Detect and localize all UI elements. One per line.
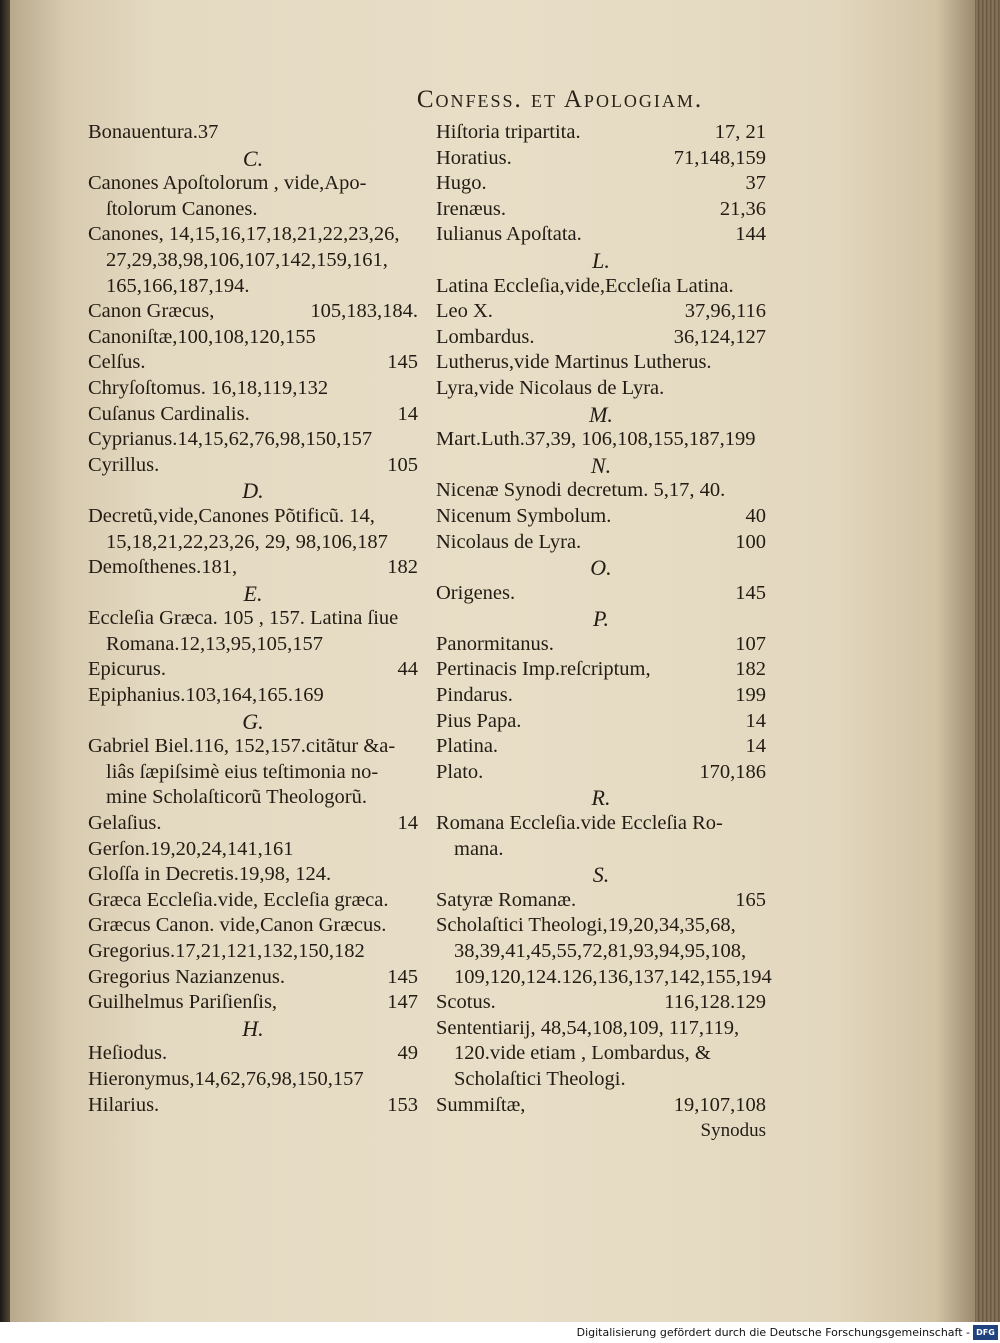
entry-term: Scholaſtici Theologi,19,20,34,35,68, [436,914,736,937]
entry-term: Mart.Luth.37,39, 106,108,155,187,199 [436,428,756,451]
entry-term: Græcus Canon. vide,Canon Græcus. [88,914,387,937]
entry-term: Canones Apoſtolorum , vide,Apo- [88,172,367,195]
entry-term: Cuſanus Cardinalis. [88,402,250,425]
index-entry [436,478,766,504]
entry-term: Canon Græcus, [88,300,215,323]
index-entry [436,427,766,453]
entry-term: Sententiarij, 48,54,108,109, 117,119, [436,1016,740,1039]
entry-term: Græca Eccleſia.vide, Eccleſia græca. [88,888,389,911]
entry-term: Gerſon.19,20,24,141,161 [88,837,294,860]
entry-term: Chryſoſtomus. 16,18,119,132 [88,376,329,399]
index-entry [88,888,418,914]
entry-pages: 145 [387,965,418,988]
entry-pages: 199 [735,684,766,707]
index-entry-continuation: 15,18,21,22,23,26, 29, 98,106,187 [106,530,388,553]
index-entry [88,1093,418,1119]
section-letter: E. [243,580,263,606]
section-letter: L. [592,247,610,273]
entry-term: Cyrillus. [88,453,160,476]
entry-term: Plato. [436,760,484,783]
entry-pages: 182 [735,658,766,681]
entry-term: Guilhelmus Pariſienſis, [88,991,278,1014]
entry-term: Leo X. [436,300,493,323]
index-entry [436,1093,766,1119]
entry-term: Nicenæ Synodi decretum. 5,17, 40. [436,479,726,502]
entry-term: Panormitanus. [436,632,554,655]
index-entry [88,299,418,325]
section-letter: M. [589,401,613,427]
entry-pages: 37,96,116 [684,300,766,323]
entry-pages: 182 [387,556,418,579]
index-entry-continuation: ſtolorum Canones. [106,197,258,220]
index-entry [88,453,418,479]
page-edges [975,0,1000,1322]
entry-term: Pius Papa. [436,709,522,732]
index-entry [88,376,418,402]
entry-pages: 44 [397,658,418,681]
index-entry [436,274,766,300]
entry-term: Romana Eccleſia.vide Eccleſia Ro- [436,812,723,835]
entry-term: Decretũ,vide,Canones Põtificũ. 14, [88,504,375,527]
index-entry [436,683,766,709]
index-entry [88,222,418,248]
entry-pages: 36,124,127 [673,325,766,348]
entry-term: Epiphanius.103,164,165.169 [88,684,324,707]
index-entry-continuation: 109,120,124.126,136,137,142,155,194 [454,965,772,988]
index-entry [436,581,766,607]
index-entry [88,325,418,351]
entry-term: Hugo. [436,172,487,195]
entry-term: Pertinacis Imp.reſcriptum, [436,658,651,681]
entry-term: Origenes. [436,581,516,604]
section-letter: H. [242,1015,264,1041]
section-letter: C. [242,145,264,171]
entry-term: Hiſtoria tripartita. [436,121,581,143]
entry-pages: 14 [397,402,418,425]
entry-pages: 165 [735,888,766,911]
index-entry [436,325,766,351]
entry-term: Gabriel Biel.116, 152,157.citãtur &a- [88,735,396,758]
entry-pages: 144 [735,223,766,246]
index-entry [436,222,766,248]
index-entry-continuation: 165,166,187,194. [106,274,250,297]
footer-text: Digitalisierung gefördert durch die Deutsche Forschungsgemeinschaft - [576,1326,970,1339]
entry-pages: 145 [387,351,418,374]
entry-term: Heſiodus. [88,1042,168,1065]
index-entry [436,120,766,146]
index-entry [436,146,766,172]
entry-term: Horatius. [436,146,512,169]
entry-pages: 100 [735,530,766,553]
entry-term: Summiſtæ, [436,1093,526,1116]
index-entry-continuation: Scholaſtici Theologi. [454,1067,626,1090]
entry-pages: 107 [735,632,766,655]
index-entry [436,990,766,1016]
entry-pages: 105,183,184. [310,300,418,323]
index-entry [88,171,418,197]
entry-term: Platina. [436,735,499,758]
section-letter: D. [242,478,264,504]
index-entry [436,734,766,760]
dfg-logo: DFG [973,1325,998,1340]
index-entry [436,171,766,197]
index-entry-continuation: liâs ſæpiſsimè eius teſtimonia no- [106,760,379,783]
index-entry [436,197,766,223]
section-letter: O. [590,555,612,581]
index-entry [436,1016,766,1042]
entry-pages: 40 [745,504,766,527]
entry-term: Latina Eccleſia,vide,Eccleſia Latina. [436,274,734,297]
entry-pages: 170,186 [699,760,766,783]
entry-term: Gregorius Nazianzenus. [88,965,285,988]
entry-pages: 14 [397,812,418,835]
index-entry [436,376,766,402]
index-entry [436,760,766,786]
index-entry-continuation: mine Scholaſticorũ Theologorũ. [106,786,367,809]
index-entry [436,657,766,683]
entry-pages: 116,128.129 [664,991,766,1014]
entry-term: Gregorius.17,21,121,132,150,182 [88,940,365,962]
catchword: Synodus [700,1120,766,1142]
index-entry [88,120,418,146]
entry-pages: 14 [745,709,766,732]
index-column-left [88,120,418,1118]
index-entry [88,913,418,939]
index-entry-continuation: mana. [454,837,504,860]
entry-term: Irenæus. [436,197,507,220]
entry-term: Canones, 14,15,16,17,18,21,22,23,26, [88,223,400,246]
index-entry [88,657,418,683]
entry-term: Hieronymus,14,62,76,98,150,157 [88,1067,364,1090]
entry-term: Lutherus,vide Martinus Lutherus. [436,351,712,374]
entry-term: Celſus. [88,351,146,374]
entry-pages: 147 [387,991,418,1014]
entry-term: Nicolaus de Lyra. [436,530,582,553]
index-entry [88,939,418,965]
index-entry [436,504,766,530]
index-entry [88,402,418,428]
index-entry [88,504,418,530]
section-letter: G. [242,708,264,734]
entry-pages: 37 [745,172,766,195]
entry-term: Satyræ Romanæ. [436,888,577,911]
entry-term: Gelaſius. [88,812,162,835]
index-entry [436,811,766,837]
index-entry-continuation: 120.vide etiam , Lombardus, & [454,1042,711,1065]
section-letter: N. [590,452,612,478]
entry-pages: 19,107,108 [673,1093,766,1116]
entry-pages: 145 [735,581,766,604]
entry-term: Canoniſtæ,100,108,120,155 [88,325,316,348]
index-entry [88,1041,418,1067]
entry-term: Epicurus. [88,658,166,681]
index-entry-continuation: Romana.12,13,95,105,157 [106,632,323,655]
entry-pages: 71,148,159 [673,146,766,169]
index-entry [436,299,766,325]
section-letter: R. [591,785,611,811]
index-entry [88,350,418,376]
index-entry-continuation: 27,29,38,98,106,107,142,159,161, [106,248,388,271]
section-letter: P. [592,606,610,632]
entry-pages: 49 [397,1042,418,1065]
entry-term: Bonauentura.37 [88,121,219,143]
entry-term: Hilarius. [88,1093,160,1116]
entry-pages: 105 [387,453,418,476]
entry-pages: 17, 21 [714,121,766,143]
entry-term: Iulianus Apoſtata. [436,223,582,246]
index-entry [88,606,418,632]
index-entry [88,734,418,760]
digitization-footer [0,1322,1000,1343]
index-entry [88,811,418,837]
index-column-right [436,120,772,1144]
running-header [0,86,1000,114]
index-entry [436,709,766,735]
index-entry [436,632,766,658]
entry-pages: 153 [387,1093,418,1116]
entry-term: Cyprianus.14,15,62,76,98,150,157 [88,428,373,451]
index-entry-continuation: 38,39,41,45,55,72,81,93,94,95,108, [454,940,747,962]
index-entry [88,990,418,1016]
index-entry [88,555,418,581]
running-header-text: Confess. et Apologiam. [416,86,704,113]
section-letter: S. [592,862,610,888]
entry-term: Lyra,vide Nicolaus de Lyra. [436,376,665,399]
index-entry [436,888,766,914]
index-entry [88,837,418,863]
entry-pages: 21,36 [719,197,766,220]
index-entry [436,530,766,556]
index-entry [88,683,418,709]
entry-term: Eccleſia Græca. 105 , 157. Latina ſiue [88,607,399,630]
index-entry [436,350,766,376]
entry-term: Demoſthenes.181, [88,556,238,579]
entry-term: Scotus. [436,991,496,1014]
index-entry [88,427,418,453]
index-entry [88,862,418,888]
entry-pages: 14 [745,735,766,758]
entry-term: Pindarus. [436,684,513,707]
entry-term: Lombardus. [436,325,535,348]
index-entry [436,913,766,939]
index-entry [88,1067,418,1093]
entry-term: Nicenum Symbolum. [436,504,612,527]
index-entry [88,965,418,991]
entry-term: Gloſſa in Decretis.19,98, 124. [88,863,332,886]
